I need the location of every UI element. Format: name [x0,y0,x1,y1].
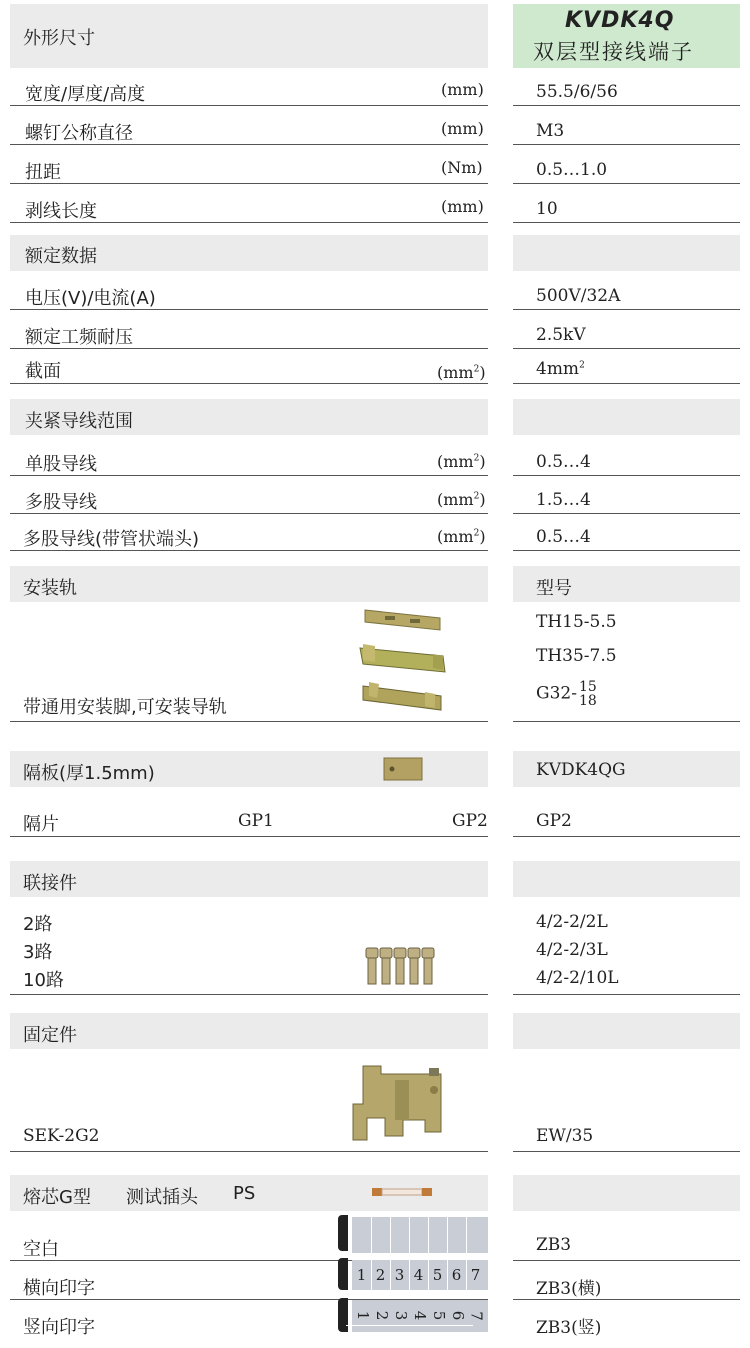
fixing-header-band [10,1013,488,1049]
marker-label: 空白 [23,1239,59,1260]
dim-value: M3 [536,121,565,141]
marker-label: 竖向印字 [23,1317,95,1338]
clamp-title: 夹紧导线范围 [25,411,133,432]
rail-header-band [10,566,488,602]
rail-desc: 带通用安装脚,可安装导轨 [23,697,227,718]
model-name: KVDK4Q [565,8,675,33]
dim-label: 螺钉公称直径 [25,123,133,144]
clamp-unit: $(mm^2)$ [437,527,486,546]
spacer-value: GP2 [536,811,572,831]
bridge-value: 4/2-2/3L [536,940,608,960]
rated-label: 截面 [25,361,61,382]
end-clamp-image [345,1060,457,1144]
divider [513,222,740,223]
divider [513,144,740,145]
rated-header-band-right [513,235,740,271]
divider [513,1151,740,1152]
divider [513,1260,740,1261]
divider [10,513,488,514]
dim-unit: (mm) [441,197,484,216]
rail-model-g32: G32- 15 18 [536,679,597,709]
marker-digit: 4 [409,1260,429,1290]
marker-strip-clip-icon [338,1258,348,1290]
clamp-unit: $(mm^2)$ [437,490,486,509]
divider [513,994,740,995]
dim-value: 0.5…1.0 [536,160,608,180]
bridge-label: 2路 [23,914,53,935]
rail-medium [360,644,445,672]
rated-value: 500V/32A [536,286,621,306]
bridge-connector-image [362,944,448,988]
spacer-gp1: GP1 [238,811,274,831]
bridge-value: 4/2-2/2L [536,912,608,932]
marker-digit: 7 [467,1311,486,1321]
rail-title: 安装轨 [23,578,77,599]
marker-strip-horizontal [352,1260,488,1290]
marker-strip-clip-icon [338,1215,348,1251]
bridge-header-band-right [513,861,740,897]
divider [10,550,488,551]
marker-digit: 5 [422,1306,454,1326]
marker-digit: 1 [352,1260,372,1290]
dim-label: 剥线长度 [25,201,97,222]
test-plug-label: 测试插头 [126,1187,198,1208]
marker-digit: 7 [470,1266,481,1284]
bridge-title: 联接件 [23,873,77,894]
clamp-label: 多股导线 [25,492,97,513]
fixing-header-band-right [513,1013,740,1049]
divider [513,309,740,310]
divider [513,348,740,349]
partition-label: 隔板(厚1.5mm) [23,763,155,784]
clamp-value: 0.5…4 [536,452,591,472]
fuse-label: 熔芯G型 [23,1187,91,1208]
rated-label: 电压(V)/电流(A) [25,288,156,309]
spacer-gp2: GP2 [452,811,488,831]
divider [513,721,740,722]
divider [513,383,740,384]
marker-value: ZB3 [536,1235,572,1255]
partition-value: KVDK4QG [536,760,626,780]
marker-digit: 2 [365,1306,397,1326]
marker-value: ZB3(横) [536,1279,602,1299]
dim-label: 扭距 [25,162,61,183]
divider [513,550,740,551]
fixing-label: SEK-2G2 [23,1126,100,1146]
divider [513,183,740,184]
marker-strip-vertical [352,1300,488,1332]
divider [10,309,488,310]
page-title: 外形尺寸 [23,28,95,49]
din-rail-image [355,604,450,714]
rail-small [365,610,440,630]
rail-model: TH35-7.5 [536,646,617,666]
divider [10,383,488,384]
bridge-value: 4/2-2/10L [536,968,619,988]
dim-value: 10 [536,199,558,219]
rail-model-title: 型号 [536,578,572,599]
marker-digit: 2 [371,1260,391,1290]
divider [10,348,488,349]
partition-plate-icon [380,756,426,782]
dim-label: 宽度/厚度/高度 [25,84,146,105]
marker-value: ZB3(竖) [536,1318,602,1338]
dim-value: 55.5/6/56 [536,82,618,102]
clamp-value: 1.5…4 [536,490,591,510]
ps-label: PS [233,1183,256,1204]
rail-model: TH15-5.5 [536,612,617,632]
dim-unit: (Nm) [441,158,483,177]
marker-digit: 3 [384,1306,416,1326]
clamp-unit: $(mm^2)$ [437,452,486,471]
rated-value: 2.5kV [536,325,586,345]
marker-digit: 4 [403,1306,435,1326]
bridge-label: 3路 [23,942,53,963]
clamp-label: 单股导线 [25,454,97,475]
clamp-header-band-right [513,399,740,435]
divider [10,475,488,476]
marker-label: 横向印字 [23,1278,95,1299]
marker-digit: 1 [346,1306,378,1326]
fuse-band-right [513,1175,740,1211]
divider [10,183,488,184]
clamp-label: 多股导线(带管状端头) [23,529,200,550]
dim-unit: (mm) [441,80,484,99]
marker-digit: 6 [441,1306,473,1326]
fixing-value: EW/35 [536,1126,594,1146]
marker-digit: 3 [390,1260,410,1290]
bridge-label: 10路 [23,970,64,991]
divider [10,1151,488,1152]
dim-unit: (mm) [441,119,484,138]
divider [513,475,740,476]
fuse-icon [372,1186,432,1198]
rated-unit: $(mm^2)$ [437,363,486,382]
divider [10,994,488,995]
divider [10,105,488,106]
divider [10,836,488,837]
rated-value: $4mm^2$ [536,359,585,379]
rail-large [363,682,441,710]
divider [10,144,488,145]
clamp-value: 0.5…4 [536,527,591,547]
model-subtitle: 双层型接线端子 [533,40,694,64]
divider [513,105,740,106]
marker-digit: 5 [428,1260,448,1290]
marker-strip-blank [352,1217,488,1253]
divider [513,513,740,514]
marker-digit: 6 [447,1260,467,1290]
divider [10,222,488,223]
rated-title: 额定数据 [25,246,97,267]
spacer-label: 隔片 [23,814,59,835]
rated-label: 额定工频耐压 [25,327,133,348]
divider [10,721,488,722]
divider [513,1299,740,1300]
fixing-title: 固定件 [23,1025,77,1046]
bridge-header-band [10,861,488,897]
divider [513,836,740,837]
